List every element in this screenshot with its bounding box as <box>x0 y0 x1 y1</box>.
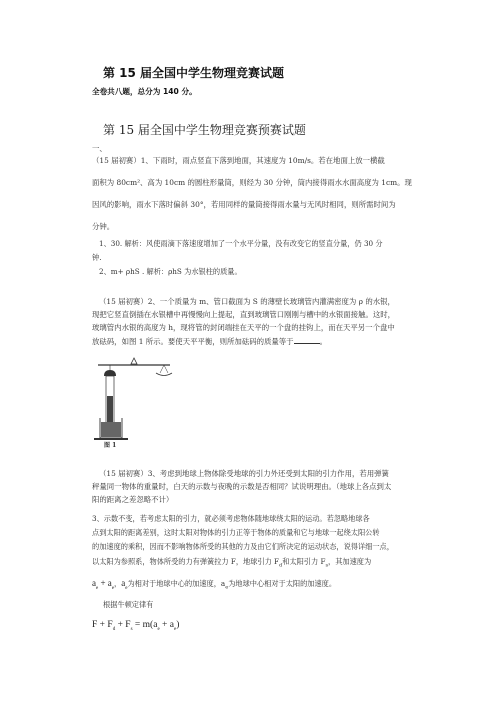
answer-3-line-4-a: 以太阳为参照系，物体所受的力有弹簧拉力 F，地球引力 F <box>92 557 280 566</box>
answer-2: 2、m+ ρhS . 解析：ρhS 为水银柱的质量。 <box>99 267 242 276</box>
q2-line-4-end: 。 <box>319 337 327 346</box>
q1-line-4: 分钟。 <box>92 222 115 231</box>
accel-line: $a_e + a_e$，$a_e$为相对于地球中心的加速度，$a_e$为地球中心相对于太阳的加速度。 <box>92 578 337 591</box>
q3-line-2: 秤量同一物体的重量时，白天的示数与夜晚的示数是否相同？试说明理由。（地球上各点到太 <box>92 482 392 491</box>
section-number: 一、 <box>92 144 107 153</box>
section-heading: 第 15 届全国中学生物理竞赛预赛试题 <box>103 123 306 137</box>
pivot-icon <box>131 358 137 364</box>
accel-line-a: 为相对于地球中心的加速度，a <box>127 579 226 588</box>
document-title: 第 15 届全国中学生物理竞赛试题 <box>103 66 285 80</box>
q3-line-3: 阳的距离之差忽略不计） <box>92 495 174 504</box>
q2-line-2: 现把它竖直倒插在水银槽中再慢慢向上提起，直到玻璃管口刚刚与槽中的水银面接触。这时， <box>92 310 396 319</box>
q1-line-1: （15 届初赛）1、下雨时，雨点竖直下落到地面，其速度为 10m/s。若在地面上放一横截 <box>92 156 385 165</box>
newton-formula: $F + F_d + F_s = m(a_e + a_e)$ <box>92 620 180 632</box>
answer-1-line-1: 1、30. 解析：风使雨滴下落速度增加了一个水平分量，没有改变它的竖直分量，仍 30 分 <box>99 239 383 248</box>
answer-3-line-2: 点到太阳的距离差别，这时太阳对物体的引力正等于物体的质量和它与地球一起绕太阳公转 <box>92 528 380 537</box>
q1-line-3: 因风的影响，雨水下落时偏斜 30°，若用同样的量筒接得雨水量与无风时相同，则所需时间为 <box>92 200 396 209</box>
q3-line-1: （15 届初赛）3、考虑到地球上物体除受地球的引力外还受到太阳的引力作用，若用弹簧 <box>99 469 389 478</box>
q2-line-3: 玻璃管内水银的高度为 h，现将管的封闭端挂在天平的一个盘的挂钩上，而在天平另一个盘中 <box>92 323 395 332</box>
answer-3-line-4: 以太阳为参照系，物体所受的力有弹簧拉力 F，地球引力 $F_d$和太阳引力 $F_s$，其加速度为 <box>92 557 372 569</box>
answer-1-line-2: 钟. <box>92 253 102 262</box>
figure-1-label: 图 1 <box>104 442 117 449</box>
answer-3-line-4-b: 和太阳引力 F <box>282 557 326 566</box>
q2-line-4 <box>92 335 327 348</box>
answer-3-line-4-c: ，其加速度为 <box>328 557 372 566</box>
newton-law-label: 根据牛顿定律有 <box>103 600 154 609</box>
q1-line-2: 面积为 80cm²、高为 10cm 的圆柱形量筒，则经为 30 分钟，筒内接得雨水水面高度为 1cm。现 <box>92 178 412 187</box>
right-pan <box>156 373 172 376</box>
q2-line-4-text: 放砝码，如图 1 所示。要使天平平衡，则所加砝码的质量等于 <box>92 337 294 346</box>
figure-1-balance <box>90 356 178 452</box>
trough-mercury <box>101 422 121 437</box>
q2-line-1: （15 届初赛）2、一个质量为 m、管口截面为 S 的薄壁长玻璃管内灌满密度为 ρ 的水银， <box>99 297 395 306</box>
answer-3-line-1: 3、示数不变，若考虑太阳的引力，就必须考虑物体随地球绕太阳的运动。若忽略地球各 <box>92 514 370 523</box>
answer-blank <box>294 335 320 344</box>
answer-3-line-3: 的加速度的乘积，因而不影响物体所受的其他的力及由它们所决定的运动状态，说得详细一点， <box>92 542 394 551</box>
accel-line-b: 为地球中心相对于太阳的加速度。 <box>228 579 337 588</box>
mercury-column <box>107 396 113 424</box>
document-subtitle: 全卷共八题，总分为 140 分。 <box>92 87 197 96</box>
tube-top <box>104 370 116 376</box>
